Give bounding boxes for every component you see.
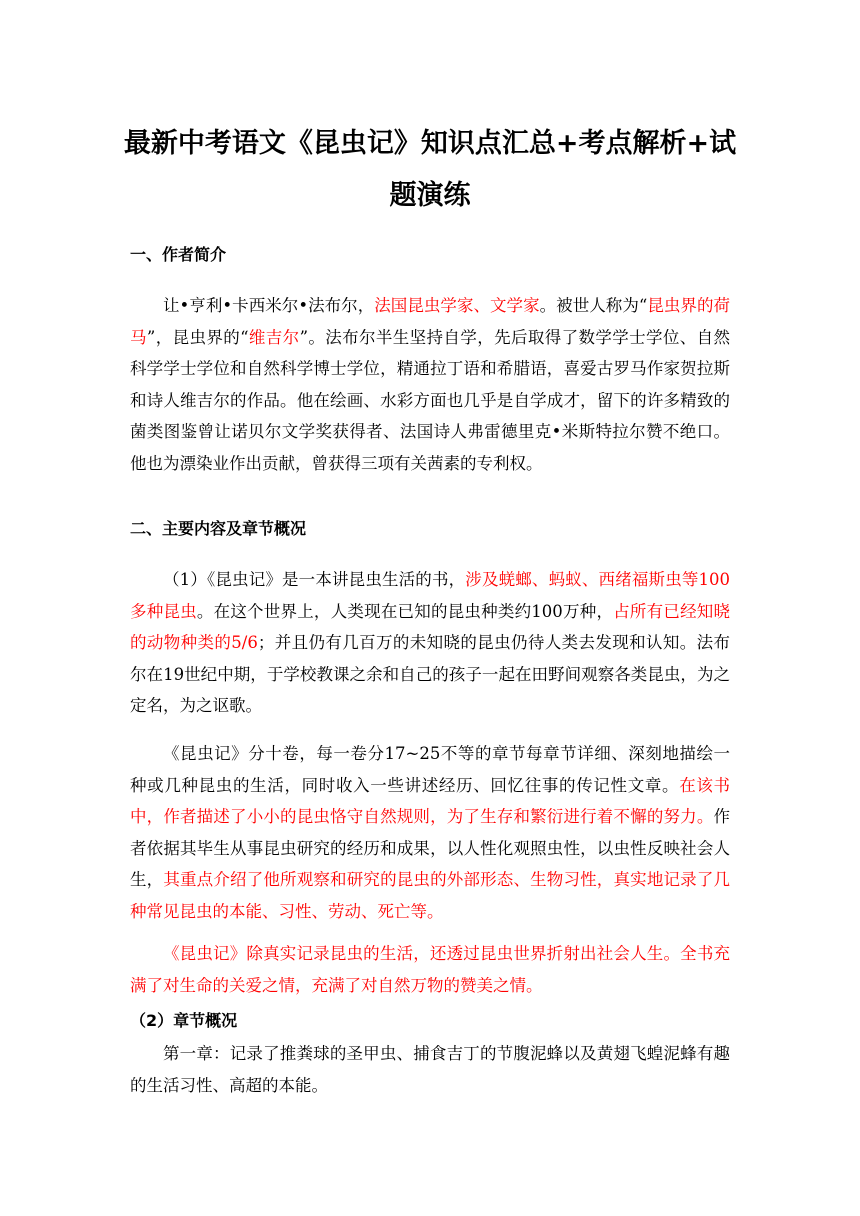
highlight-text: 法国昆虫学家、文学家 (374, 296, 540, 315)
paragraph-overview (130, 564, 730, 722)
text-run: （1）《昆虫记》是一本讲昆虫生活的书， (163, 570, 466, 589)
paragraph-author-intro (130, 290, 730, 480)
text-run: ”。法布尔半生坚持自学，先后取得了数学学士学位、自然科学学士学位和自然科学博士学位，精通拉丁语和希腊语，喜爱古罗马作家贺拉斯和诗人维吉尔的作品。他在绘画、水彩方面也几乎是自学成才，留下的许多精致的菌类图鉴曾让诺贝尔文学奖获得者、法国诗人弗雷德里克•米斯特拉尔赞不绝口。他也为漂染业作出贡献，曾获得三项有关茜素的专利权。 (130, 327, 731, 473)
paragraph-volumes (130, 738, 730, 928)
paragraph-theme: 《昆虫记》除真实记录昆虫的生活，还透过昆虫世界折射出社会人生。全书充满了对生命的关爱之情，充满了对自然万物的赞美之情。 (130, 944, 730, 995)
highlight-text: 占所有已经知晓的动物种类的5/6 (130, 601, 731, 653)
section-heading-content: 二、主要内容及章节概况 (130, 519, 307, 538)
text-run: ；并且仍有几百万的未知晓的昆虫仍待人类去发现和认知。法布尔在19世纪中期，于学校教课之余和自己的孩子一起在田野间观察各类昆虫，为之定名，为之讴歌。 (130, 633, 731, 716)
text-run: 让•亨利•卡西米尔•法布尔， (163, 296, 375, 315)
text-run: 。在这个世界上，人类现在已知的昆虫种类约100万种， (196, 601, 614, 621)
highlight-text: 维吉尔 (248, 327, 300, 347)
document-title: 最新中考语文《昆虫记》知识点汇总+考点解析+试题演练 (123, 128, 737, 211)
text-run: ”，昆虫界的“ (146, 327, 249, 347)
highlight-text: 涉及蜣螂、蚂蚁、西绪福斯虫等100多种昆虫 (130, 570, 731, 621)
subheading-chapters: （2）章节概况 (130, 1011, 238, 1030)
text-run: 《昆虫记》分十卷，每一卷分17~25不等的章节每章节详细、深刻地描绘一种或几种昆虫的生活，同时收入一些讲述经历、回忆往事的传记性文章。 (130, 744, 730, 795)
paragraph-chapter-one: 第一章：记录了推粪球的圣甲虫、捕食吉丁的节腹泥蜂以及黄翅飞蝗泥蜂有趣的生活习性、高超的本能。 (130, 1044, 730, 1095)
highlight-text: 在该书中，作者描述了小小的昆虫恪守自然规则，为了生存和繁衍进行着不懈的努力。 (130, 775, 731, 827)
highlight-text: 其重点介绍了他所观察和研究的昆虫的外部形态、生物习性，真实地记录了几种常见昆虫的本能、习性、劳动、死亡等。 (130, 870, 731, 921)
text-run: 作者依据其毕生从事昆虫研究的经历和成果，以人性化观照虫性，以虫性反映社会人生， (130, 807, 730, 890)
highlight-text: 昆虫界的荷马 (130, 296, 731, 347)
section-heading-author: 一、作者简介 (130, 245, 227, 264)
text-run: 。被世人称为“ (539, 296, 648, 315)
